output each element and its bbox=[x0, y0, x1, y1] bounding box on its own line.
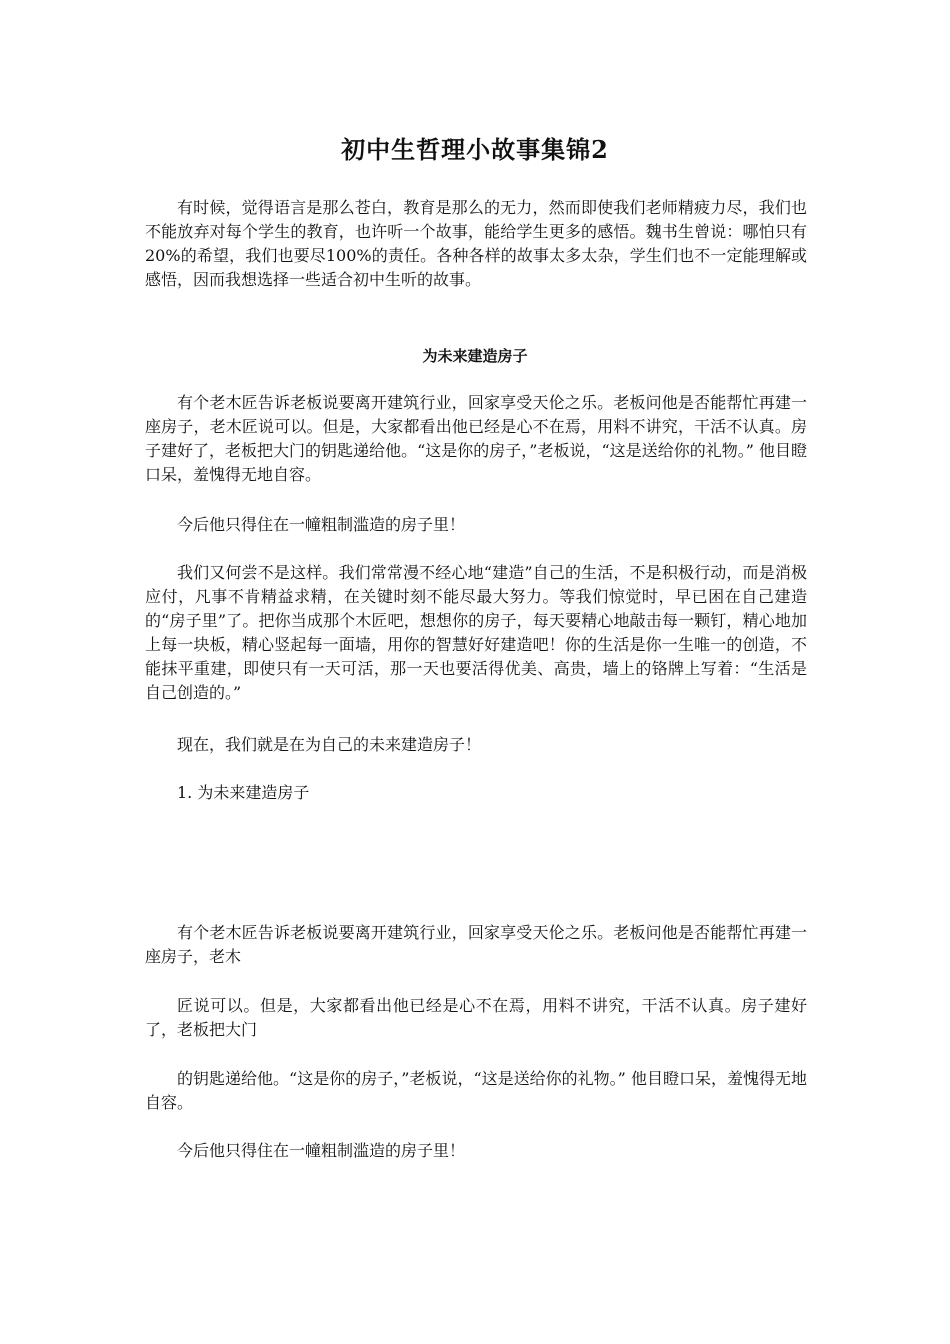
story-paragraph: 的钥匙递给他。“这是你的房子，”老板说，“这是送给你的礼物。” 他目瞪口呆，羞愧得无地自容。 bbox=[145, 1069, 807, 1112]
story-title: 为未来建造房子 bbox=[422, 347, 528, 365]
story-paragraph: 我们又何尝不是这样。我们常常漫不经心地“建造”自己的生活，不是积极行动，而是消极应付，凡事不肯精益求精，在关键时刻不能尽最大努力。等我们惊觉时，早已困在自己建造的“房子里”了。把你当成那个木匠吧，想想你的房子，每天要精心地敲击每一颗钉，精心地加上每一块板，精心竖起每一面墙，用你的智慧好好建造吧！你的生活是你一生唯一的创造，不能抹平重建，即使只有一天可活，那一天也要活得优美、高贵，墙上的铬牌上写着：“生活是自己创造的。” bbox=[145, 563, 807, 702]
story-paragraph: 有个老木匠告诉老板说要离开建筑行业，回家享受天伦之乐。老板问他是否能帮忙再建一座房子，老木匠说可以。但是，大家都看出他已经是心不在焉，用料不讲究，干活不认真。房子建好了，老板把大门的钥匙递给他。“这是你的房子，”老板说，“这是送给你的礼物。” 他目瞪口呆，羞愧得无地自容。 bbox=[145, 393, 807, 484]
story-paragraph: 有个老木匠告诉老板说要离开建筑行业，回家享受天伦之乐。老板问他是否能帮忙再建一座房子，老木 bbox=[145, 923, 807, 966]
story-paragraph: 今后他只得住在一幢粗制滥造的房子里！ bbox=[177, 1141, 466, 1160]
intro-paragraph: 有时候，觉得语言是那么苍白，教育是那么的无力，然而即使我们老师精疲力尽，我们也不能放弃对每个学生的教育，也许听一个故事，能给学生更多的感悟。魏书生曾说：哪怕只有20%的希望，我们也要尽100%的责任。各种各样的故事太多太杂，学生们也不一定能理解或感悟，因而我想选择一些适合初中生听的故事。 bbox=[145, 198, 807, 289]
document-title: 初中生哲理小故事集锦2 bbox=[341, 135, 609, 164]
numbered-heading: 1. 为未来建造房子 bbox=[177, 783, 310, 802]
story-paragraph: 现在，我们就是在为自己的未来建造房子！ bbox=[177, 735, 482, 754]
story-paragraph: 匠说可以。但是，大家都看出他已经是心不在焉，用料不讲究，干活不认真。房子建好了，老板把大门 bbox=[145, 996, 807, 1039]
story-paragraph: 今后他只得住在一幢粗制滥造的房子里！ bbox=[177, 515, 466, 534]
